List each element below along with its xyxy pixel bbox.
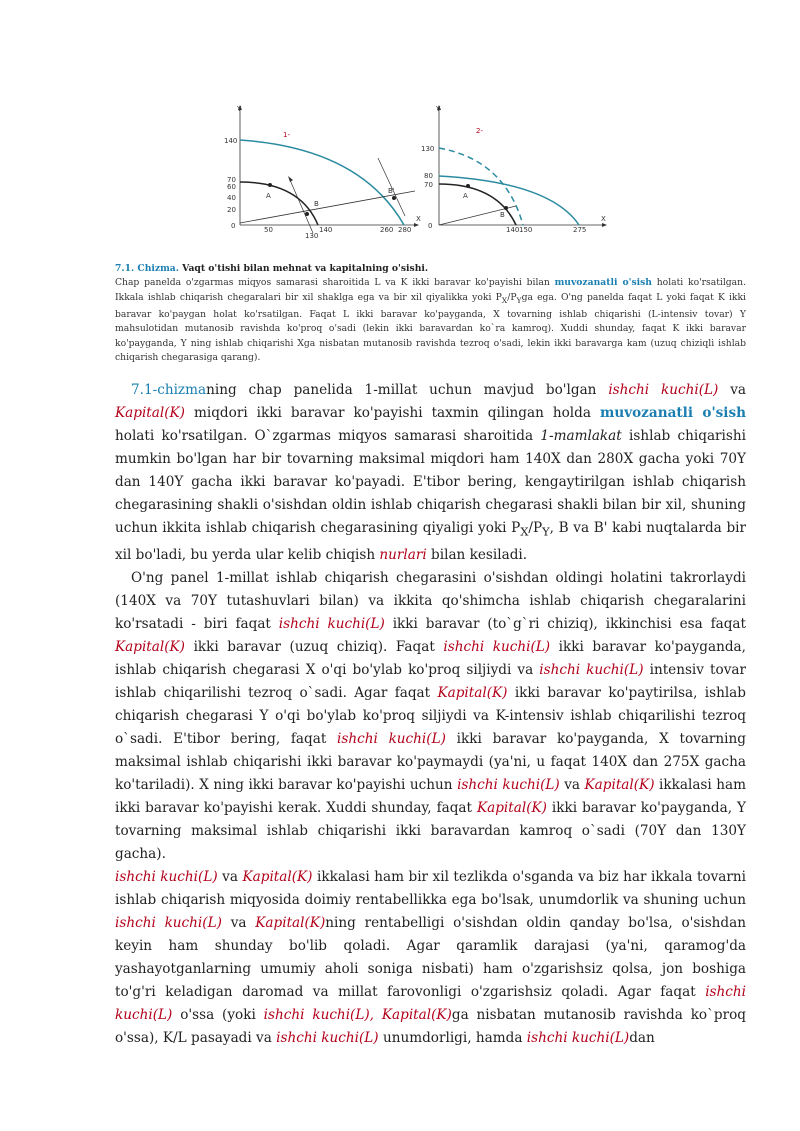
- p1-text-7: bilan kesiladi.: [426, 546, 528, 563]
- left-price-line-arrow: [288, 176, 293, 182]
- paragraph-1: [115, 379, 746, 567]
- p3-text-1: va: [217, 868, 243, 885]
- right-point-b-label: B: [500, 211, 505, 219]
- p2-capital-4: Kapital(K): [476, 799, 547, 816]
- left-point-b-label: B: [314, 200, 319, 208]
- p2-text-3: ikki baravar (uzuq chiziq). Faqat: [185, 638, 444, 655]
- left-point-a-dot: [268, 183, 272, 187]
- right-x-arrow: [602, 223, 607, 227]
- p1-sub-x: X: [520, 524, 529, 539]
- left-y-tick-70: 70: [227, 176, 236, 184]
- p1-sub-y: Y: [542, 524, 550, 539]
- right-panel-label: 2-: [476, 127, 483, 135]
- right-panel: [421, 105, 607, 234]
- p2-capital-2: Kapital(K): [437, 684, 508, 701]
- p1-capital-term: Kapital(K): [115, 405, 185, 421]
- p1-text-4: holati ko'rsatilgan. O`zgarmas miqyos samarasi sharoitida: [115, 428, 541, 444]
- p3-text-5: o'ssa (yoki: [172, 1006, 264, 1023]
- p1-labor-term: ishchi kuchi(L): [608, 382, 719, 398]
- paragraph-2: [115, 567, 746, 866]
- p2-labor-4: ishchi kuchi(L): [337, 730, 446, 747]
- p2-labor-2: ishchi kuchi(L): [443, 638, 551, 655]
- p2-capital-3: Kapital(K): [584, 776, 655, 793]
- p3-labor-4: ishchi kuchi(L),: [263, 1006, 374, 1023]
- right-x-tick-150: 150: [519, 226, 533, 234]
- left-y-tick-60: 60: [227, 183, 236, 191]
- p2-text-9: ikkalasi ham ikki baravar ko'payishi kerak. Xuddi shunday, faqat: [115, 776, 746, 816]
- p3-labor-3: ishchi kuchi(L): [115, 983, 746, 1023]
- left-x-label: X: [416, 215, 421, 223]
- p2-text-10: ikki baravar ko'payganda, Y tovarning maksimal ishlab chiqarishi ikki baravardan kamroq o`sadi (70Y dan 130Y gacha).: [115, 799, 747, 862]
- right-x-tick-275: 275: [573, 226, 587, 234]
- p1-balanced-growth-term: muvozanatli o'sish: [599, 405, 747, 421]
- right-origin: 0: [428, 222, 433, 230]
- p1-slash: /P: [528, 520, 543, 536]
- p3-labor-1: ishchi kuchi(L): [115, 868, 218, 885]
- p3-text-4: ning rentabelligi o'sishdan oldin qanday bo'lsa, o'sishdan keyin ham shunday bo'lib qoladi. Agar qaramlik darajasi (ya'ni, qaramog'da yashayotganlarning umumiy aholi soniga nisbati) ham o'zgarishsiz qolsa, jon boshiga to'g'ri keladigan daromad va millat farovonligi o'zgarishsiz qoladi. Agar faqat: [115, 914, 746, 1000]
- right-x-tick-140: 140: [506, 226, 520, 234]
- caption-sub-x: X: [501, 295, 508, 305]
- p1-text-3: miqdori ikki baravar ko'payishi taxmin qilingan holda: [185, 405, 600, 421]
- right-x-label: X: [601, 215, 606, 223]
- body-text: [115, 379, 746, 1050]
- p1-text-6: , B va B' kabi nuqtalarda bir xil bo'ladi, bu yerda ular kelib chiqish: [115, 520, 746, 563]
- p2-text-5: intensiv tovar ishlab chiqarilishi tezroq o`sadi. Agar faqat: [115, 661, 746, 701]
- p2-labor-5: ishchi kuchi(L): [457, 776, 560, 793]
- p1-rays-term: nurlari: [379, 546, 427, 563]
- caption-subtitle: Vaqt o'tishi bilan mehnat va kapitalning o'sishi.: [178, 263, 429, 274]
- figure-caption: [115, 262, 746, 366]
- left-point-a-label: A: [266, 192, 271, 200]
- left-x-tick-260: 260: [380, 226, 394, 234]
- caption-sub-y: Y: [516, 295, 522, 305]
- p3-capital-1: Kapital(K): [242, 868, 313, 885]
- p3-capital-3: Kapital(K): [381, 1006, 452, 1023]
- right-y-label: Y: [436, 105, 441, 113]
- left-x-arrow: [414, 223, 419, 227]
- left-point-b-prime-dot: [392, 196, 396, 200]
- left-panel: [224, 105, 421, 240]
- caption-slash: /P: [507, 291, 517, 303]
- p3-labor-2: ishchi kuchi(L): [115, 914, 222, 931]
- left-point-b-prime-label: B': [388, 187, 395, 195]
- left-y-tick-40: 40: [227, 194, 236, 202]
- left-original-frontier: [240, 182, 318, 225]
- p1-country-term: 1-mamlakat: [540, 428, 622, 444]
- p3-text-8: unumdorligi, hamda: [378, 1029, 527, 1046]
- right-y-tick-80: 80: [424, 172, 433, 180]
- p3-text-7: ga nisbatan mutanosib ravishda ko`proq o'ssa), K/L pasayadi va: [115, 1006, 746, 1046]
- caption-term: muvozanatli o'sish: [554, 277, 652, 289]
- left-x-tick-140: 140: [319, 226, 333, 234]
- left-x-tick-50: 50: [264, 226, 273, 234]
- left-point-b-dot: [305, 212, 309, 216]
- caption-text-1: Chap panelda o'zgarmas miqyos samarasi sharoitida L va K ikki baravar ko'payishi bilan: [115, 277, 555, 289]
- p2-capital-1: Kapital(K): [115, 638, 185, 655]
- p2-text-7: ikki baravar ko'payganda, X tovarning maksimal ishlab chiqarishi ikki baravar ko'paymaydi (ya'ni, u faqat 140X dan 275X gacha ko'tariladi). X ning ikki baravar ko'payishi uchun: [115, 730, 746, 793]
- production-frontier-figure: [200, 100, 620, 250]
- p3-text-3: va: [221, 914, 256, 931]
- p1-text-2: va: [718, 382, 747, 398]
- caption-text-2: holati ko'rsatilgan. Ikkala ishlab chiqarish chegaralari bir xil shaklga ega va bir xil qiyalikka yoki P: [115, 277, 746, 303]
- right-y-tick-130: 130: [421, 145, 435, 153]
- figure-reference: 7.1-chizma: [131, 382, 207, 398]
- p2-labor-1: ishchi kuchi(L): [278, 615, 385, 632]
- p2-text-1: O'ng panel 1-millat ishlab chiqarish chegarasini o'sishdan oldingi holatini takrorlaydi (140X va 70Y tutashuvlari bilan) va ikkita qo'shimcha ishlab chiqarish chegaralarini ko'rsatadi - biri faqat: [115, 569, 746, 632]
- right-point-b-dot: [504, 206, 508, 210]
- p3-labor-6: ishchi kuchi(L): [526, 1029, 630, 1046]
- p3-capital-2: Kapital(K): [255, 914, 326, 931]
- p3-text-2: ikkalasi ham bir xil tezlikda o'sganda va biz har ikkala tovarni ishlab chiqarish miqyosida doimiy rentabellikka ega bo'lsak, unumdorlik va shuning uchun: [115, 868, 746, 908]
- left-y-label: Y: [237, 105, 242, 113]
- p3-labor-5: ishchi kuchi(L): [276, 1029, 379, 1046]
- p3-text-6: [374, 1007, 382, 1023]
- right-capital-doubled-frontier: [439, 148, 523, 225]
- caption-title: 7.1. Chizma.: [115, 263, 179, 274]
- left-y-tick-20: 20: [227, 206, 236, 214]
- right-point-a-dot: [466, 184, 470, 188]
- caption-text-3: ga ega. O'ng panelda faqat L yoki faqat K ikki baravar ko'paygan holat ko'rsatilgan. Faqat L ikki baravar ko'payganda, X tovarning ishlab chiqarishi (L-intensiv tovar) Y mahsulotidan mutanosib ravishda ko'proq o'sadi (lekin ikki baravardan ko`ra kamroq). Xuddi shunday, faqat K ikki baravar ko'payganda, Y ning ishlab chiqarishi Xga nisbatan mutanosib ravishda tezroq o'sadi, lekin ikki baravarga kam (uzuq chiziqli ishlab chiqarish chegarasiga qarang).: [115, 291, 746, 364]
- right-y-tick-70: 70: [424, 181, 433, 189]
- left-x-tick-130: 130: [305, 232, 319, 240]
- p2-text-6: ikki baravar ko'paytirilsa, ishlab chiqarish chegarasi Y o'qi bo'ylab ko'proq siljiydi va K-intensiv ishlab chiqarilishi tezroq o`sadi. E'tibor bering, faqat: [115, 684, 746, 747]
- p2-text-2: ikki baravar (to`g`ri chiziq), ikkinchisi esa faqat: [384, 615, 746, 632]
- p3-text-9: dan: [629, 1029, 655, 1046]
- right-labor-doubled-frontier: [439, 176, 579, 225]
- paragraph-3: [115, 866, 746, 1050]
- left-origin: 0: [231, 222, 236, 230]
- left-expanded-frontier: [240, 140, 404, 225]
- p2-labor-3: ishchi kuchi(L): [539, 661, 644, 678]
- left-x-tick-280: 280: [398, 226, 412, 234]
- right-point-a-label: A: [463, 192, 468, 200]
- left-panel-label: 1-: [283, 131, 290, 139]
- p1-text-1: ning chap panelida 1-millat uchun mavjud bo'lgan: [206, 382, 609, 398]
- p2-text-8: va: [559, 776, 585, 793]
- p1-text-5: ishlab chiqarishi mumkin bo'lgan har bir tovarning maksimal miqdori ham 140X dan 280X gacha yoki 70Y dan 140Y gacha ikki baravar ko'payadi. E'tibor bering, kengaytirilgan ishlab chiqarish chegarasining shakli o'sishdan oldin ishlab chiqarish chegarasi shakli bilan bir xil, shuning uchun ikkita ishlab chiqarish chegarasining qiyaligi yoki P: [115, 428, 746, 536]
- p2-text-4: ikki baravar ko'payganda, ishlab chiqarish chegarasi X o'qi bo'ylab ko'proq siljiydi va: [115, 638, 746, 678]
- left-y-tick-140: 140: [224, 137, 238, 145]
